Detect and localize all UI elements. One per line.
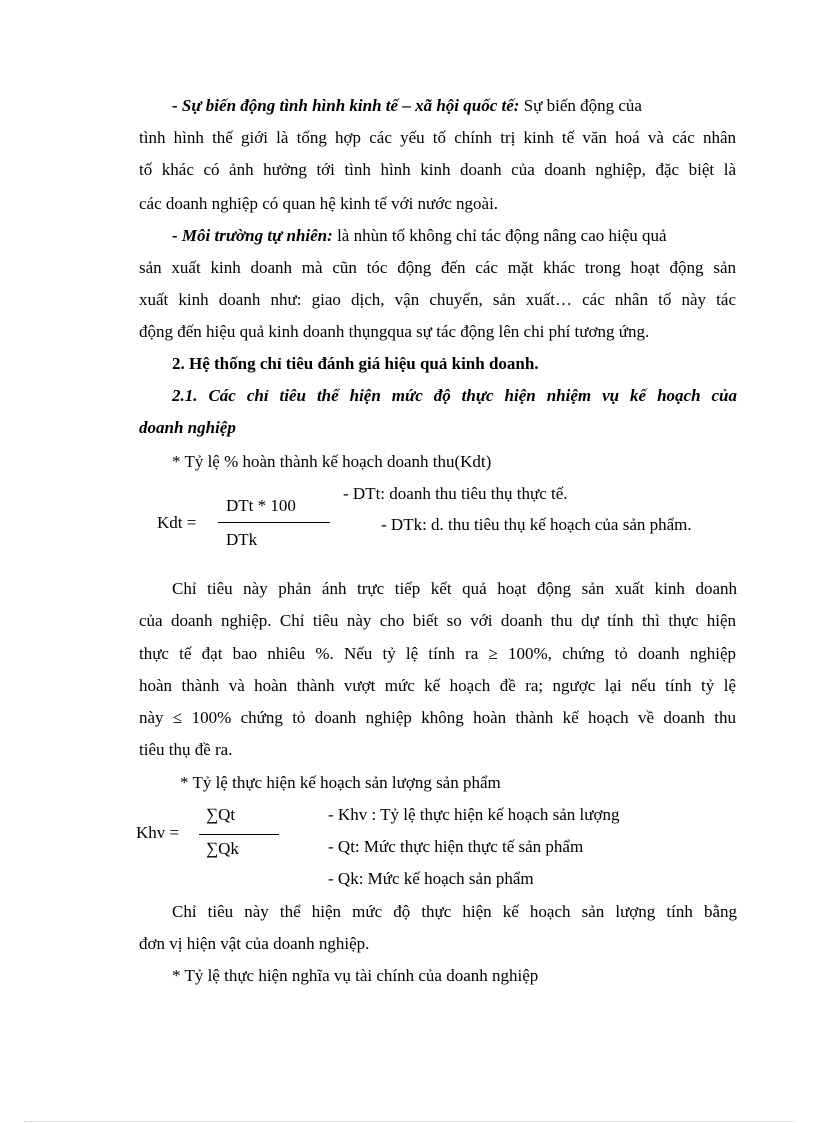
page-bottom-rule [24,1121,794,1122]
paragraph-line [172,95,642,117]
formula-denominator: ∑Qk [206,839,239,858]
formula-definition: - Qt: Mức thực hiện thực tế sản phẩm [328,837,584,856]
formula-definition: - DTt: doanh thu tiêu thụ thực tế. [343,484,568,503]
text-run: là nhùn tố không chỉ tác động nâng cao hiệu quả [332,226,667,245]
text-run: Sự biến động của [519,96,642,115]
formula-definition: - Khv : Tỷ lệ thực hiện kế hoạch sản lượng [328,805,620,824]
list-item: * Tỷ lệ thực hiện nghĩa vụ tài chính của doanh nghiệp [172,966,539,985]
section-heading: 2. Hệ thống chỉ tiêu đánh giá hiệu quả kinh doanh. [172,354,539,373]
formula-lhs: Khv = [136,823,180,842]
paragraph-line: tố khác có ảnh hưởng tới tình hình kinh doanh của doanh nghiệp, đặc biệt là [139,160,736,179]
paragraph-line [172,225,667,247]
subsection-heading: 2.1. Các chỉ tiêu thể hiện mức độ thực hiện nhiệm vụ kế hoạch của [172,386,737,405]
formula-lhs: Kdt = [157,513,197,532]
paragraph-line: này ≤ 100% chứng tỏ doanh nghiệp không hoàn thành kế hoạch về doanh thu [139,708,736,727]
subsection-heading-cont: doanh nghiệp [139,418,236,437]
paragraph-line: của doanh nghiệp. Chỉ tiêu này cho biết so với doanh thu dự tính thì thực hiện [139,611,736,630]
term-label: - Môi trường tự nhiên: [172,226,333,245]
paragraph-line: tiêu thụ đề ra. [139,740,233,759]
formula-title: * Tỷ lệ thực hiện kế hoạch sản lượng sản phẩm [180,773,501,792]
paragraph-line: Chỉ tiêu này thể hiện mức độ thực hiện kế hoạch sản lượng tính bằng [172,902,737,921]
paragraph-line: đơn vị hiện vật của doanh nghiệp. [139,934,370,953]
fraction-bar [218,522,330,523]
paragraph-line: hoàn thành và hoàn thành vượt mức kế hoạch đề ra; ngược lại nếu tính tỷ lệ [139,676,736,695]
paragraph-line: xuất kinh doanh như: giao dịch, vận chuyển, sản xuất… các nhân tố này tác [139,290,736,309]
term-label: - Sự biến động tình hình kinh tế – xã hội quốc tế: [172,96,520,115]
fraction-bar [199,834,279,835]
paragraph-line: các doanh nghiệp có quan hệ kinh tế với nước ngoài. [139,194,499,213]
formula-title: * Tỷ lệ % hoàn thành kế hoạch doanh thu(Kdt) [172,452,492,471]
formula-numerator: ∑Qt [206,805,236,824]
formula-definition: - DTk: d. thu tiêu thụ kế hoạch của sản phẩm. [381,515,692,534]
formula-definition: - Qk: Mức kế hoạch sản phẩm [328,869,534,888]
formula-numerator: DTt * 100 [226,496,296,515]
formula-denominator: DTk [226,530,258,549]
paragraph-line: tình hình thế giới là tổng hợp các yếu tố chính trị kinh tế văn hoá và các nhân [139,128,736,147]
paragraph-line: động đến hiệu quả kinh doanh thụngqua sự tác động lên chi phí tương ứng. [139,322,650,341]
paragraph-line: sản xuất kinh doanh mà cũn tóc động đến các mặt khác trong hoạt động sản [139,258,736,277]
paragraph-line: thực tế đạt bao nhiêu %. Nếu tỷ lệ tính ra ≥ 100%, chứng tỏ doanh nghiệp [139,644,736,663]
paragraph-line: Chỉ tiêu này phản ánh trực tiếp kết quả hoạt động sản xuất kinh doanh [172,579,737,598]
